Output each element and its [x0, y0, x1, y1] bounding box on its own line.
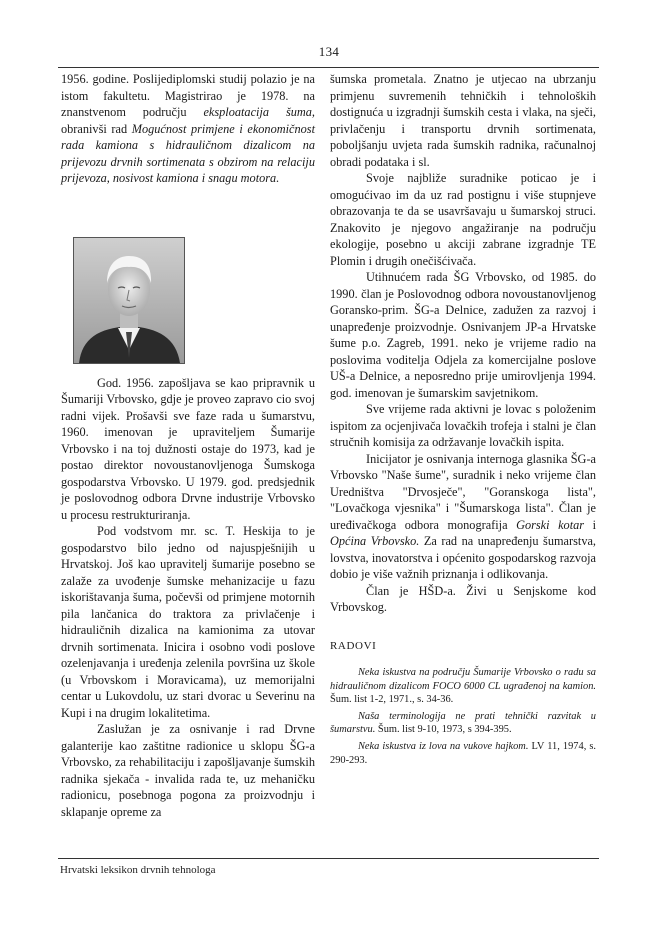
book-title: Gorski kotar	[516, 517, 585, 532]
initiative-text-2: i	[584, 517, 596, 532]
field-of-study: eksploatacija šuma,	[203, 105, 315, 119]
works-item	[330, 666, 596, 707]
works-item	[330, 740, 596, 767]
work-title: Neka iskustva na području Šumarije Vrbovsko o radu sa hidrauličnom dizalicom FOCO 6000 CL ugrađenoj na kamion.	[330, 667, 596, 692]
initiative-text-3: Za rad na unapređenju šumarstva, lovstva, inovatorstva i općenito gospodarskog razvoja dobio je više važnih priznanja i odlikovanja.	[330, 534, 596, 581]
initiative-paragraph	[330, 451, 596, 583]
work-source: LV 11, 1974, s. 290-293.	[330, 740, 596, 766]
paragraph: God. 1956. zapošljava se kao pripravnik u Šumariji Vrbovsko, gdje je proveo zapravo cio svoj radni vijek. Prošavši sve faze rada u šumarstvu, 1960. imenovan je upraviteljem Šumarije Vrbovsko i na toj dužnosti ostaje do 1973, kad je postao direktor novoustanovljenoga Šumskoga gospodarstva Vrbovsko. U 1979. god. predsjednik je poslovodnog odbora Drvne industrije Vrbovsko u procesu restrukturiranja.	[61, 375, 315, 522]
works-item	[330, 710, 596, 737]
initiative-text: Inicijator je osnivanja internoga glasnika ŠG-a Vrbovsko "Naše šume", suradnik i neko vrijeme član Uredništva "Drvosječe", "Goranskoga lista", "Lovačkoga vjesnika" i "Šumarskoga lista". Član je uređivačkoga odbora monografija	[330, 451, 596, 532]
footer-text: Hrvatski leksikon drvnih tehnologa	[60, 864, 216, 876]
membership-paragraph: Član je HŠD-a. Živi u Senjskome kod Vrbovskog.	[330, 583, 596, 614]
footer-rule	[58, 858, 599, 859]
page-number: 134	[318, 44, 340, 59]
paragraph: Sve vrijeme rada aktivni je lovac s položenim ispitom za ocjenjivača lovačkih trofeja i stalni je član stručnih komisija za održavanje lovačkih ispita.	[330, 402, 596, 449]
left-column	[61, 71, 315, 820]
intro-text: 1956. godine. Poslijediplomski studij polazio je na istom fakultetu. Magistrirao je 1978. na znanstvenom području	[61, 72, 315, 119]
portrait-photo	[73, 237, 185, 364]
works-heading: RADOVI	[330, 639, 377, 652]
thesis-title: Mogućnost primjene i ekonomičnost rada kamiona s hidrauličnom dizalicom na prijevozu drvnih sortimenata s obzirom na relaciju prijevoza, nosivost kamiona i snagu motora.	[61, 121, 315, 185]
header-rule	[58, 67, 599, 68]
paragraph: Pod vodstvom mr. sc. T. Heskija to je gospodarstvo bilo jedno od najuspješnijih u Hrvatskoj. Još kao upravitelj šumarije posebno se zalaže za uvođenje šumske mehanizacije u fazu iskorištavanja šuma, počevši od primjene motornih pila lančanica do traktora za privlačenje i hidrauličnih dizalica na kamionima za utovar drvnih sortimenata. Inicira i osobno vodi poslove ozelenjavanja i uređenja zelenila površina uz škole (u Vrbovskom i Moravicama), uz memorijalni centar u Lukovdolu, uz stari dvorac u Severinu na Kupi i na drugim lokalitetima.	[61, 524, 315, 720]
paragraph: Zaslužan je za osnivanje i rad Drvne galanterije kao zaštitne radionice u sklopu ŠG-a Vrbovsko, za rehabilitaciju i zapošljavanje šumskih radnika sjekača - invalida rada te, uz mehaničku radionicu, posebnoga pogona za proizvodnju i sklapanje opreme za	[61, 722, 315, 819]
work-source: Šum. list 1-2, 1971., s. 34-36.	[330, 694, 454, 706]
intro-text-2: obranivši rad	[61, 121, 132, 136]
work-source: Šum. list 9-10, 1973, s 394-395.	[375, 724, 512, 736]
paragraph: šumska prometala. Znatno je utjecao na ubrzanju primjenu suvremenih tehničkih i tehnoloških dostignuća u izgradnji šumskih cesta i vlaka, na sječi, privlačenju i transportu drvnih sortimenata, poboljšanju uvjeta rada šumskih radnika, računalnoj obradi podataka i sl.	[330, 72, 596, 169]
paragraph: Utihnućem rada ŠG Vrbovsko, od 1985. do 1990. član je Poslovodnog odbora novoustanovljenog Goransko-prim. ŠG-a Delnice, zadužen za razvoj i unapređenje proizvodnje. Osnivanjem JP-a Hrvatske šume p.o. Zagreb, 1991. neko je vrijeme radio na poslovima voditelja Odjela za komercijalne poslove UŠ-a Delnice, a neposredno prije umirovljenja 1994. god. imenovan je šumarskim savjetnikom.	[330, 270, 596, 400]
intro-paragraph	[61, 71, 315, 187]
work-title: Neka iskustva iz lova na vukove hajkom.	[358, 740, 529, 752]
work-title: Naša terminologija ne prati tehnički razvitak u šumarstvu.	[330, 710, 596, 736]
portrait-image	[74, 238, 184, 363]
paragraph: Svoje najbliže suradnike poticao je i omogućivao im da uz rad postignu i više stupnjeve obrazovanja te da se usavršavaju u šumarskoj struci. Znakovito je njegovo angažiranje na području ekologije, posebno u akciji zabrane izgradnje TE Plomin i drugih onečišćivača.	[330, 171, 596, 268]
book-title: Općina Vrbovsko.	[330, 534, 420, 548]
right-column	[330, 71, 596, 770]
works-list	[330, 666, 596, 767]
